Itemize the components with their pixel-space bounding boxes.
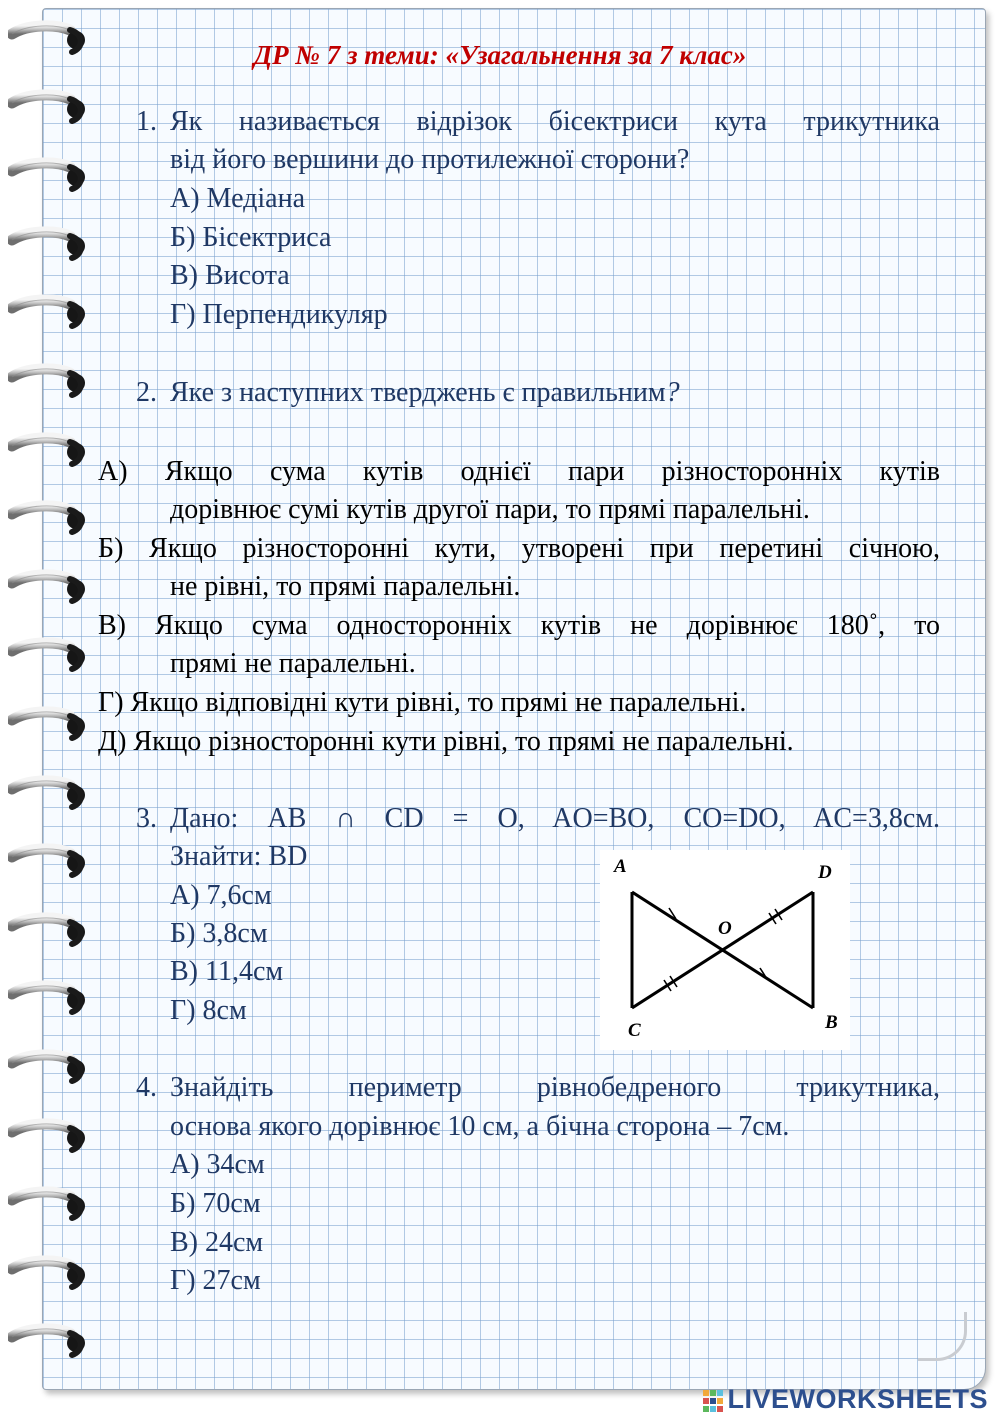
spiral-ring xyxy=(8,635,88,685)
spiral-ring xyxy=(8,1047,88,1097)
q4-option-d[interactable]: Г) 27см xyxy=(170,1265,261,1296)
q1-text-line2: від його вершини до протилежної сторони? xyxy=(170,144,690,175)
q1-option-c[interactable]: В) Висота xyxy=(170,260,290,291)
label-o: O xyxy=(718,918,732,939)
q3-text-line1: Дано: АВ ∩ CD = O, AO=BO, CO=DO, AC=3,8см. xyxy=(170,803,940,834)
q2-option-a-line2[interactable]: дорівнює сумі кутів другої пари, то прямі паралельні. xyxy=(170,494,810,525)
label-c: C xyxy=(628,1020,641,1041)
q4-option-c[interactable]: В) 24см xyxy=(170,1227,264,1258)
spiral-ring xyxy=(8,361,88,411)
spiral-ring xyxy=(8,1253,88,1303)
q2-number: 2. xyxy=(136,377,157,408)
q2-text xyxy=(170,374,680,412)
page-curl xyxy=(918,1312,967,1361)
spiral-ring xyxy=(8,773,88,823)
spiral-ring xyxy=(8,910,88,960)
q3-option-a[interactable]: А) 7,6см xyxy=(170,880,272,911)
spiral-ring xyxy=(8,978,88,1028)
spiral-ring xyxy=(8,155,88,205)
q4-option-b[interactable]: Б) 70см xyxy=(170,1188,261,1219)
q2-option-e[interactable]: Д) Якщо різносторонні кути рівні, то прямі не паралельні. xyxy=(98,726,794,757)
spiral-ring xyxy=(8,1321,88,1371)
q3-option-d[interactable]: Г) 8см xyxy=(170,995,247,1026)
page-title: ДР № 7 з теми: «Узагальнення за 7 клас» xyxy=(253,40,747,70)
liveworksheets-logo-icon xyxy=(703,1388,723,1410)
q3-number: 3. xyxy=(136,803,157,834)
q4-text-line1: Знайдіть периметр рівнобедреного трикутника, xyxy=(170,1072,940,1103)
q3-option-c[interactable]: В) 11,4см xyxy=(170,956,284,987)
liveworksheets-logo-text: LIVEWORKSHEETS xyxy=(727,1383,988,1414)
q2-option-c-line1[interactable]: В) Якщо сума односторонніх кутів не дорівнює 180˚, то xyxy=(98,610,940,641)
spiral-ring xyxy=(8,292,88,342)
label-a: A xyxy=(614,856,627,877)
q2-option-a-line1[interactable]: А) Якщо сума кутів однієї пари різносторонніх кутів xyxy=(98,456,940,487)
q1-option-b[interactable]: Б) Бісектриса xyxy=(170,222,332,253)
q4-option-a[interactable]: А) 34см xyxy=(170,1149,265,1180)
q4-text-line2: основа якого дорівнює 10 см, а бічна сторона – 7см. xyxy=(170,1111,790,1142)
q1-text-line1: Як називається відрізок бісектриси кута трикутника xyxy=(170,106,940,137)
q2-text-qmark: ? xyxy=(665,377,680,408)
q1-option-a[interactable]: А) Медіана xyxy=(170,183,305,214)
q2-option-b-line2[interactable]: не рівні, то прямі паралельні. xyxy=(170,571,521,602)
q2-option-c-line2[interactable]: прямі не паралельні. xyxy=(170,648,416,679)
label-b: B xyxy=(825,1012,838,1033)
q1-number: 1. xyxy=(136,106,157,137)
q3-text-line2: Знайти: ВD xyxy=(170,841,308,872)
q3-option-b[interactable]: Б) 3,8см xyxy=(170,918,268,949)
geometry-diagram xyxy=(600,850,850,1050)
spiral-ring xyxy=(8,498,88,548)
q2-text-main: Яке з наступних тверджень є правильним xyxy=(170,377,666,408)
spiral-ring xyxy=(8,430,88,480)
spiral-ring xyxy=(8,1116,88,1166)
label-d: D xyxy=(818,862,832,883)
q2-option-b-line1[interactable]: Б) Якщо різносторонні кути, утворені при перетині січною, xyxy=(98,533,940,564)
spiral-ring xyxy=(8,1184,88,1234)
spiral-ring xyxy=(8,704,88,754)
liveworksheets-logo xyxy=(703,1383,988,1414)
q2-option-d[interactable]: Г) Якщо відповідні кути рівні, то прямі не паралельні. xyxy=(98,687,747,718)
spiral-ring xyxy=(8,87,88,137)
spiral-ring xyxy=(8,567,88,617)
spiral-ring xyxy=(8,224,88,274)
spiral-ring xyxy=(8,841,88,891)
q1-option-d[interactable]: Г) Перпендикуляр xyxy=(170,299,388,330)
q4-number: 4. xyxy=(136,1072,157,1103)
